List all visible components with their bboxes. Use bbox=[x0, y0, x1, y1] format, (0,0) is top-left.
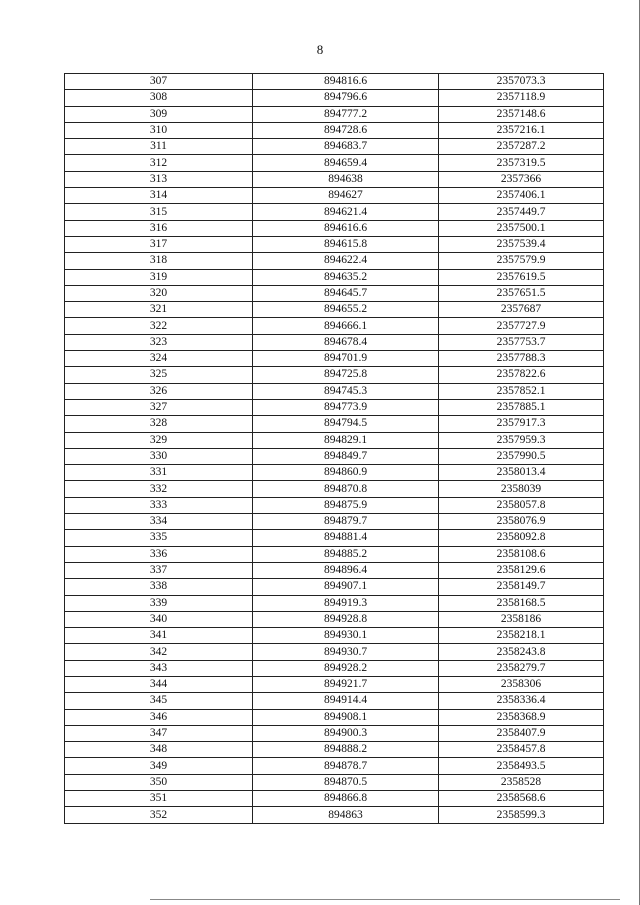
y-coordinate-cell: 2358149.7 bbox=[439, 579, 604, 595]
y-coordinate-cell: 2358013.4 bbox=[439, 465, 604, 481]
x-coordinate-cell: 894907.1 bbox=[253, 579, 439, 595]
table-row bbox=[65, 807, 604, 823]
y-coordinate-cell: 2358108.6 bbox=[439, 546, 604, 562]
x-coordinate-cell: 894728.6 bbox=[253, 122, 439, 138]
table-row bbox=[65, 74, 604, 90]
y-coordinate-cell: 2357500.1 bbox=[439, 220, 604, 236]
point-number-cell: 340 bbox=[65, 611, 253, 627]
x-coordinate-cell: 894627 bbox=[253, 188, 439, 204]
table-row bbox=[65, 579, 604, 595]
y-coordinate-cell: 2357687 bbox=[439, 302, 604, 318]
point-number-cell: 314 bbox=[65, 188, 253, 204]
x-coordinate-cell: 894773.9 bbox=[253, 399, 439, 415]
y-coordinate-cell: 2357287.2 bbox=[439, 139, 604, 155]
y-coordinate-cell: 2357959.3 bbox=[439, 432, 604, 448]
y-coordinate-cell: 2358218.1 bbox=[439, 628, 604, 644]
x-coordinate-cell: 894878.7 bbox=[253, 758, 439, 774]
x-coordinate-cell: 894666.1 bbox=[253, 318, 439, 334]
y-coordinate-cell: 2357619.5 bbox=[439, 269, 604, 285]
x-coordinate-cell: 894866.8 bbox=[253, 791, 439, 807]
y-coordinate-cell: 2358336.4 bbox=[439, 693, 604, 709]
x-coordinate-cell: 894701.9 bbox=[253, 351, 439, 367]
point-number-cell: 318 bbox=[65, 253, 253, 269]
y-coordinate-cell: 2358243.8 bbox=[439, 644, 604, 660]
table-row bbox=[65, 546, 604, 562]
point-number-cell: 307 bbox=[65, 74, 253, 90]
y-coordinate-cell: 2357822.6 bbox=[439, 367, 604, 383]
x-coordinate-cell: 894638 bbox=[253, 171, 439, 187]
table-row bbox=[65, 725, 604, 741]
point-number-cell: 330 bbox=[65, 448, 253, 464]
x-coordinate-cell: 894914.4 bbox=[253, 693, 439, 709]
point-number-cell: 341 bbox=[65, 628, 253, 644]
x-coordinate-cell: 894678.4 bbox=[253, 334, 439, 350]
point-number-cell: 334 bbox=[65, 514, 253, 530]
page-number: 8 bbox=[316, 42, 324, 57]
point-number-cell: 336 bbox=[65, 546, 253, 562]
y-coordinate-cell: 2357753.7 bbox=[439, 334, 604, 350]
table-row bbox=[65, 660, 604, 676]
point-number-cell: 324 bbox=[65, 351, 253, 367]
y-coordinate-cell: 2357073.3 bbox=[439, 74, 604, 90]
point-number-cell: 345 bbox=[65, 693, 253, 709]
point-number-cell: 325 bbox=[65, 367, 253, 383]
point-number-cell: 322 bbox=[65, 318, 253, 334]
table-row bbox=[65, 774, 604, 790]
point-number-cell: 326 bbox=[65, 383, 253, 399]
y-coordinate-cell: 2358279.7 bbox=[439, 660, 604, 676]
table-row bbox=[65, 302, 604, 318]
table-row bbox=[65, 709, 604, 725]
point-number-cell: 349 bbox=[65, 758, 253, 774]
table-row bbox=[65, 367, 604, 383]
table-row bbox=[65, 530, 604, 546]
point-number-cell: 331 bbox=[65, 465, 253, 481]
table-row bbox=[65, 611, 604, 627]
y-coordinate-cell: 2357216.1 bbox=[439, 122, 604, 138]
point-number-cell: 344 bbox=[65, 676, 253, 692]
x-coordinate-cell: 894849.7 bbox=[253, 448, 439, 464]
y-coordinate-cell: 2358599.3 bbox=[439, 807, 604, 823]
table-row bbox=[65, 269, 604, 285]
x-coordinate-cell: 894635.2 bbox=[253, 269, 439, 285]
x-coordinate-cell: 894621.4 bbox=[253, 204, 439, 220]
y-coordinate-cell: 2358368.9 bbox=[439, 709, 604, 725]
x-coordinate-cell: 894659.4 bbox=[253, 155, 439, 171]
x-coordinate-cell: 894829.1 bbox=[253, 432, 439, 448]
x-coordinate-cell: 894930.7 bbox=[253, 644, 439, 660]
y-coordinate-cell: 2357852.1 bbox=[439, 383, 604, 399]
table-row bbox=[65, 595, 604, 611]
x-coordinate-cell: 894908.1 bbox=[253, 709, 439, 725]
x-coordinate-cell: 894930.1 bbox=[253, 628, 439, 644]
point-number-cell: 321 bbox=[65, 302, 253, 318]
point-number-cell: 313 bbox=[65, 171, 253, 187]
y-coordinate-cell: 2358076.9 bbox=[439, 514, 604, 530]
y-coordinate-cell: 2357148.6 bbox=[439, 106, 604, 122]
table-row bbox=[65, 188, 604, 204]
table-row bbox=[65, 204, 604, 220]
y-coordinate-cell: 2358168.5 bbox=[439, 595, 604, 611]
y-coordinate-cell: 2357788.3 bbox=[439, 351, 604, 367]
point-number-cell: 309 bbox=[65, 106, 253, 122]
point-number-cell: 308 bbox=[65, 90, 253, 106]
x-coordinate-cell: 894616.6 bbox=[253, 220, 439, 236]
x-coordinate-cell: 894645.7 bbox=[253, 285, 439, 301]
y-coordinate-cell: 2357579.9 bbox=[439, 253, 604, 269]
point-number-cell: 310 bbox=[65, 122, 253, 138]
point-number-cell: 342 bbox=[65, 644, 253, 660]
y-coordinate-cell: 2358493.5 bbox=[439, 758, 604, 774]
point-number-cell: 343 bbox=[65, 660, 253, 676]
y-coordinate-cell: 2357885.1 bbox=[439, 399, 604, 415]
x-coordinate-cell: 894794.5 bbox=[253, 416, 439, 432]
point-number-cell: 315 bbox=[65, 204, 253, 220]
table-row bbox=[65, 171, 604, 187]
table-row bbox=[65, 432, 604, 448]
y-coordinate-cell: 2357990.5 bbox=[439, 448, 604, 464]
y-coordinate-cell: 2357366 bbox=[439, 171, 604, 187]
table-row bbox=[65, 514, 604, 530]
table-row bbox=[65, 318, 604, 334]
point-number-cell: 335 bbox=[65, 530, 253, 546]
point-number-cell: 327 bbox=[65, 399, 253, 415]
x-coordinate-cell: 894816.6 bbox=[253, 74, 439, 90]
point-number-cell: 316 bbox=[65, 220, 253, 236]
coordinates-table-body bbox=[65, 74, 604, 824]
point-number-cell: 311 bbox=[65, 139, 253, 155]
y-coordinate-cell: 2357118.9 bbox=[439, 90, 604, 106]
x-coordinate-cell: 894870.8 bbox=[253, 481, 439, 497]
y-coordinate-cell: 2357539.4 bbox=[439, 236, 604, 252]
table-row bbox=[65, 155, 604, 171]
y-coordinate-cell: 2358057.8 bbox=[439, 497, 604, 513]
y-coordinate-cell: 2357917.3 bbox=[439, 416, 604, 432]
x-coordinate-cell: 894879.7 bbox=[253, 514, 439, 530]
coordinates-table bbox=[64, 73, 604, 824]
point-number-cell: 352 bbox=[65, 807, 253, 823]
table-row bbox=[65, 236, 604, 252]
table-row bbox=[65, 481, 604, 497]
table-row bbox=[65, 383, 604, 399]
y-coordinate-cell: 2358186 bbox=[439, 611, 604, 627]
x-coordinate-cell: 894870.5 bbox=[253, 774, 439, 790]
x-coordinate-cell: 894683.7 bbox=[253, 139, 439, 155]
x-coordinate-cell: 894622.4 bbox=[253, 253, 439, 269]
table-row bbox=[65, 644, 604, 660]
point-number-cell: 320 bbox=[65, 285, 253, 301]
point-number-cell: 328 bbox=[65, 416, 253, 432]
point-number-cell: 348 bbox=[65, 742, 253, 758]
table-row bbox=[65, 334, 604, 350]
y-coordinate-cell: 2358457.8 bbox=[439, 742, 604, 758]
x-coordinate-cell: 894777.2 bbox=[253, 106, 439, 122]
y-coordinate-cell: 2358407.9 bbox=[439, 725, 604, 741]
x-coordinate-cell: 894885.2 bbox=[253, 546, 439, 562]
point-number-cell: 333 bbox=[65, 497, 253, 513]
x-coordinate-cell: 894745.3 bbox=[253, 383, 439, 399]
y-coordinate-cell: 2358129.6 bbox=[439, 562, 604, 578]
x-coordinate-cell: 894863 bbox=[253, 807, 439, 823]
point-number-cell: 339 bbox=[65, 595, 253, 611]
table-row bbox=[65, 628, 604, 644]
x-coordinate-cell: 894921.7 bbox=[253, 676, 439, 692]
y-coordinate-cell: 2358092.8 bbox=[439, 530, 604, 546]
x-coordinate-cell: 894860.9 bbox=[253, 465, 439, 481]
x-coordinate-cell: 894928.8 bbox=[253, 611, 439, 627]
table-row bbox=[65, 285, 604, 301]
point-number-cell: 351 bbox=[65, 791, 253, 807]
point-number-cell: 317 bbox=[65, 236, 253, 252]
x-coordinate-cell: 894888.2 bbox=[253, 742, 439, 758]
point-number-cell: 312 bbox=[65, 155, 253, 171]
point-number-cell: 347 bbox=[65, 725, 253, 741]
table-row bbox=[65, 562, 604, 578]
table-row bbox=[65, 416, 604, 432]
point-number-cell: 323 bbox=[65, 334, 253, 350]
table-row bbox=[65, 122, 604, 138]
x-coordinate-cell: 894796.6 bbox=[253, 90, 439, 106]
table-row bbox=[65, 693, 604, 709]
table-row bbox=[65, 497, 604, 513]
y-coordinate-cell: 2358039 bbox=[439, 481, 604, 497]
y-coordinate-cell: 2357319.5 bbox=[439, 155, 604, 171]
table-row bbox=[65, 90, 604, 106]
table-row bbox=[65, 791, 604, 807]
x-coordinate-cell: 894919.3 bbox=[253, 595, 439, 611]
y-coordinate-cell: 2358306 bbox=[439, 676, 604, 692]
table-row bbox=[65, 139, 604, 155]
table-row bbox=[65, 253, 604, 269]
table-row bbox=[65, 742, 604, 758]
table-row bbox=[65, 351, 604, 367]
x-coordinate-cell: 894875.9 bbox=[253, 497, 439, 513]
point-number-cell: 338 bbox=[65, 579, 253, 595]
table-row bbox=[65, 448, 604, 464]
table-row bbox=[65, 220, 604, 236]
y-coordinate-cell: 2357449.7 bbox=[439, 204, 604, 220]
scan-bottom-line bbox=[150, 899, 620, 900]
table-row bbox=[65, 399, 604, 415]
x-coordinate-cell: 894900.3 bbox=[253, 725, 439, 741]
point-number-cell: 350 bbox=[65, 774, 253, 790]
y-coordinate-cell: 2358528 bbox=[439, 774, 604, 790]
y-coordinate-cell: 2357406.1 bbox=[439, 188, 604, 204]
x-coordinate-cell: 894655.2 bbox=[253, 302, 439, 318]
point-number-cell: 332 bbox=[65, 481, 253, 497]
x-coordinate-cell: 894725.8 bbox=[253, 367, 439, 383]
y-coordinate-cell: 2358568.6 bbox=[439, 791, 604, 807]
x-coordinate-cell: 894928.2 bbox=[253, 660, 439, 676]
x-coordinate-cell: 894881.4 bbox=[253, 530, 439, 546]
point-number-cell: 346 bbox=[65, 709, 253, 725]
point-number-cell: 319 bbox=[65, 269, 253, 285]
table-row bbox=[65, 106, 604, 122]
point-number-cell: 337 bbox=[65, 562, 253, 578]
y-coordinate-cell: 2357727.9 bbox=[439, 318, 604, 334]
table-row bbox=[65, 758, 604, 774]
x-coordinate-cell: 894896.4 bbox=[253, 562, 439, 578]
table-row bbox=[65, 676, 604, 692]
x-coordinate-cell: 894615.8 bbox=[253, 236, 439, 252]
table-row bbox=[65, 465, 604, 481]
point-number-cell: 329 bbox=[65, 432, 253, 448]
y-coordinate-cell: 2357651.5 bbox=[439, 285, 604, 301]
